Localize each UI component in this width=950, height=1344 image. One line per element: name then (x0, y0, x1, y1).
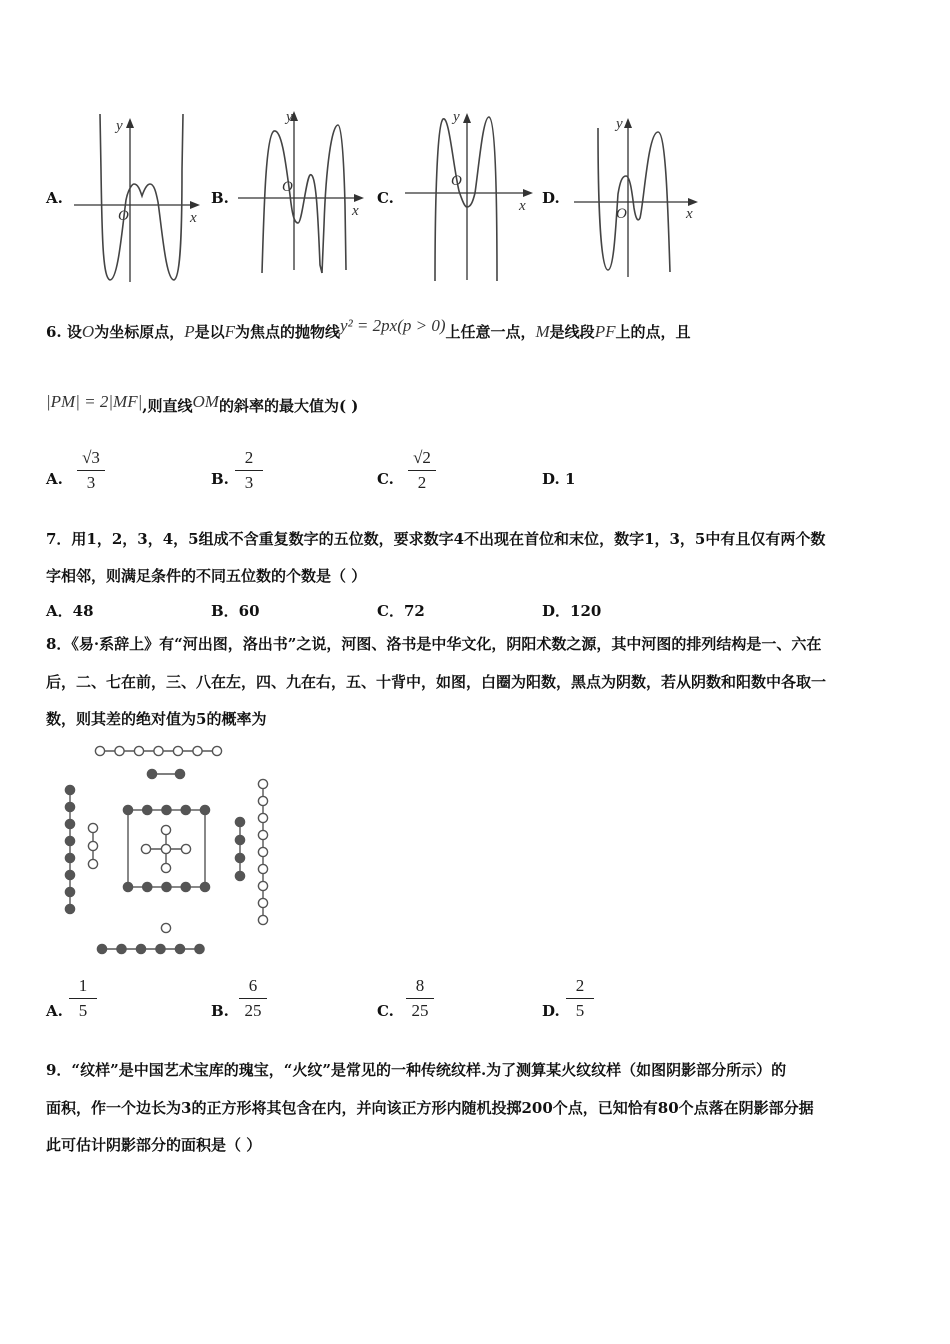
q8-option-b-fraction[interactable] (233, 975, 273, 1022)
hetu-white-circle (161, 825, 170, 834)
origin-label: O (118, 208, 129, 224)
hetu-white-circle (88, 823, 97, 832)
denominator: 5 (575, 1001, 585, 1020)
hetu-black-dot (235, 871, 244, 880)
fraction-bar (566, 998, 594, 999)
q6-text: 为焦点的抛物线 (235, 323, 341, 341)
hetu-black-dot (235, 853, 244, 862)
q6-option-d-value: 1 (564, 470, 576, 488)
numerator: 1 (78, 976, 88, 995)
hetu-black-dot (156, 944, 165, 953)
hetu-white-circle (258, 813, 267, 822)
fraction-bar (77, 470, 105, 471)
q5-graph-c (405, 105, 540, 285)
hetu-white-circle (95, 746, 104, 755)
hetu-black-dot (143, 805, 152, 814)
hetu-black-dot (162, 882, 171, 891)
q7-option-a[interactable]: A．48 (46, 602, 94, 620)
hetu-black-dot (65, 819, 74, 828)
q6-math-pf: PF (594, 322, 616, 341)
q6-math-m: M (535, 322, 550, 341)
hetu-black-dot (235, 835, 244, 844)
q8-option-c-label[interactable]: C. (377, 1002, 394, 1020)
hetu-white-circle (161, 844, 170, 853)
hetu-white-circle (141, 844, 150, 853)
q6-math-om: OM (192, 392, 219, 411)
q6-math-o: O (81, 322, 95, 341)
hetu-black-dot (162, 805, 171, 814)
origin-label: O (282, 179, 293, 195)
hetu-black-dot (181, 805, 190, 814)
numerator: 8 (415, 976, 425, 995)
numerator: 2 (575, 976, 585, 995)
axis-x-label: x (686, 206, 693, 222)
q8-option-d-label[interactable]: D. (542, 1002, 560, 1020)
q7-option-d[interactable]: D．120 (542, 602, 602, 620)
axis-y-label: y (286, 109, 293, 125)
fraction-bar (69, 998, 97, 999)
hetu-black-dot (147, 769, 156, 778)
q6-text: 是线段 (549, 323, 595, 341)
q5-option-a-label[interactable]: A. (46, 189, 63, 207)
hetu-white-circle (154, 746, 163, 755)
hetu-black-dot (117, 944, 126, 953)
hetu-black-dot (123, 805, 132, 814)
origin-label: O (616, 206, 627, 222)
hetu-black-dot (175, 944, 184, 953)
q6-math-f: F (224, 322, 236, 341)
q5-graph-b (238, 105, 368, 280)
q9-stem-line1: 9．“纹样”是中国艺术宝库的瑰宝，“火纹”是常见的一种传统纹样.为了测算某火纹纹样（如图阴影部分所示）的 (46, 1061, 787, 1079)
q8-option-c-fraction[interactable] (400, 975, 440, 1022)
origin-label: O (451, 173, 462, 189)
q7-option-b[interactable]: B．60 (211, 602, 260, 620)
numerator: √2 (413, 448, 431, 467)
denominator: 25 (411, 1001, 429, 1020)
hetu-black-dot (200, 805, 209, 814)
q8-option-a-fraction[interactable] (63, 975, 103, 1022)
q6-math-parabola: y² = 2px(p > 0) (340, 316, 446, 335)
hetu-white-circle (88, 859, 97, 868)
q7-option-c[interactable]: C．72 (377, 602, 425, 620)
q5-option-b-label[interactable]: B. (211, 189, 229, 207)
q6-option-c-label[interactable]: C. (377, 470, 394, 488)
q6-text: 上的点，且 (615, 323, 691, 341)
q6-text: 上任意一点， (445, 323, 536, 341)
hetu-white-circle (173, 746, 182, 755)
q6-math-condition: |PM| = 2|MF| (46, 392, 143, 411)
denominator: 3 (86, 473, 96, 492)
hetu-black-dot (143, 882, 152, 891)
hetu-white-circle (258, 796, 267, 805)
denominator: 5 (78, 1001, 88, 1020)
q8-option-d-fraction[interactable] (560, 975, 600, 1022)
q8-option-b-label[interactable]: B. (211, 1002, 229, 1020)
q6-stem-line1 (46, 316, 691, 342)
q6-option-d-label: D. (542, 470, 560, 488)
q6-option-b-fraction[interactable] (229, 447, 269, 494)
hetu-black-dot (65, 802, 74, 811)
hetu-black-dot (65, 853, 74, 862)
hetu-black-dot (195, 944, 204, 953)
hetu-diagram (50, 740, 290, 965)
hetu-white-circle (193, 746, 202, 755)
axis-y-label: y (453, 109, 460, 125)
hetu-white-circle (134, 746, 143, 755)
q8-stem-line2: 后，二、七在前，三、八在左，四、九在右，五、十背中，如图，白圈为阳数，黑点为阴数，若从阴数和阳数中各取一 (46, 673, 827, 691)
hetu-black-dot (175, 769, 184, 778)
denominator: 25 (244, 1001, 262, 1020)
hetu-white-circle (258, 915, 267, 924)
hetu-black-dot (65, 870, 74, 879)
fraction-bar (406, 998, 434, 999)
hetu-white-circle (258, 898, 267, 907)
q7-stem-line2: 字相邻，则满足条件的不同五位数的个数是（ ） (46, 567, 367, 585)
q5-option-c-label[interactable]: C. (377, 189, 394, 207)
hetu-black-dot (181, 882, 190, 891)
hetu-white-circle (212, 746, 221, 755)
axis-y-label: y (616, 116, 623, 132)
hetu-black-dot (65, 836, 74, 845)
q5-graph-d (574, 112, 709, 282)
numerator: 6 (248, 976, 258, 995)
hetu-white-circle (258, 881, 267, 890)
axis-y-label: y (116, 118, 123, 134)
hetu-white-circle (115, 746, 124, 755)
axis-x-label: x (519, 198, 526, 214)
hetu-black-dot (123, 882, 132, 891)
q9-stem-line3: 此可估计阴影部分的面积是（ ） (46, 1136, 262, 1154)
axis-x-label: x (352, 203, 359, 219)
q7-stem-line1: 7．用1，2，3，4，5组成不含重复数字的五位数，要求数字4不出现在首位和末位，数字1，3，5中有且仅有两个数 (46, 530, 826, 548)
q8-option-a-label[interactable]: A. (46, 1002, 63, 1020)
hetu-black-dot (235, 817, 244, 826)
q6-text: 设 (66, 323, 82, 341)
hetu-white-circle (258, 847, 267, 856)
q6-option-b-label[interactable]: B. (211, 470, 229, 488)
q6-number: 6. (46, 323, 62, 341)
denominator: 3 (244, 473, 254, 492)
q6-option-d[interactable] (542, 470, 575, 488)
hetu-white-circle (161, 923, 170, 932)
fraction-bar (235, 470, 263, 471)
hetu-black-dot (65, 887, 74, 896)
hetu-white-circle (88, 841, 97, 850)
fraction-bar (239, 998, 267, 999)
q5-graph-a (70, 110, 210, 285)
hetu-black-dot (65, 904, 74, 913)
hetu-white-circle (161, 863, 170, 872)
numerator: 2 (244, 448, 254, 467)
q6-text: 为坐标原点， (94, 323, 185, 341)
numerator: √3 (82, 448, 100, 467)
hetu-black-dot (136, 944, 145, 953)
q9-stem-line2: 面积，作一个边长为3的正方形将其包含在内，并向该正方形内随机投掷200个点，已知恰有80个点落在阴影部分据 (46, 1099, 814, 1117)
hetu-white-circle (258, 779, 267, 788)
q5-option-d-label[interactable]: D. (542, 189, 560, 207)
hetu-black-dot (97, 944, 106, 953)
hetu-black-dot (200, 882, 209, 891)
fraction-bar (408, 470, 436, 471)
q6-text: 是以 (194, 323, 225, 341)
q6-stem-line2 (46, 392, 359, 416)
hetu-white-circle (181, 844, 190, 853)
hetu-black-dot (65, 785, 74, 794)
hetu-white-circle (258, 864, 267, 873)
denominator: 2 (417, 473, 427, 492)
q8-stem-line3: 数，则其差的绝对值为5的概率为 (46, 710, 267, 728)
q6-math-p: P (184, 322, 195, 341)
q6-text: ,则直线 (142, 397, 193, 415)
axis-x-label: x (190, 210, 197, 226)
q8-stem-line1: 8．《易·系辞上》有“河出图，洛出书”之说，河图、洛书是中华文化，阴阳术数之源，其中河图的排列结构是一、六在 (46, 635, 822, 653)
q6-text: 的斜率的最大值为( ) (218, 397, 359, 415)
q6-option-c-fraction[interactable] (402, 447, 442, 494)
q6-option-a-label[interactable]: A. (46, 470, 63, 488)
q6-option-a-fraction[interactable] (71, 447, 111, 494)
hetu-white-circle (258, 830, 267, 839)
